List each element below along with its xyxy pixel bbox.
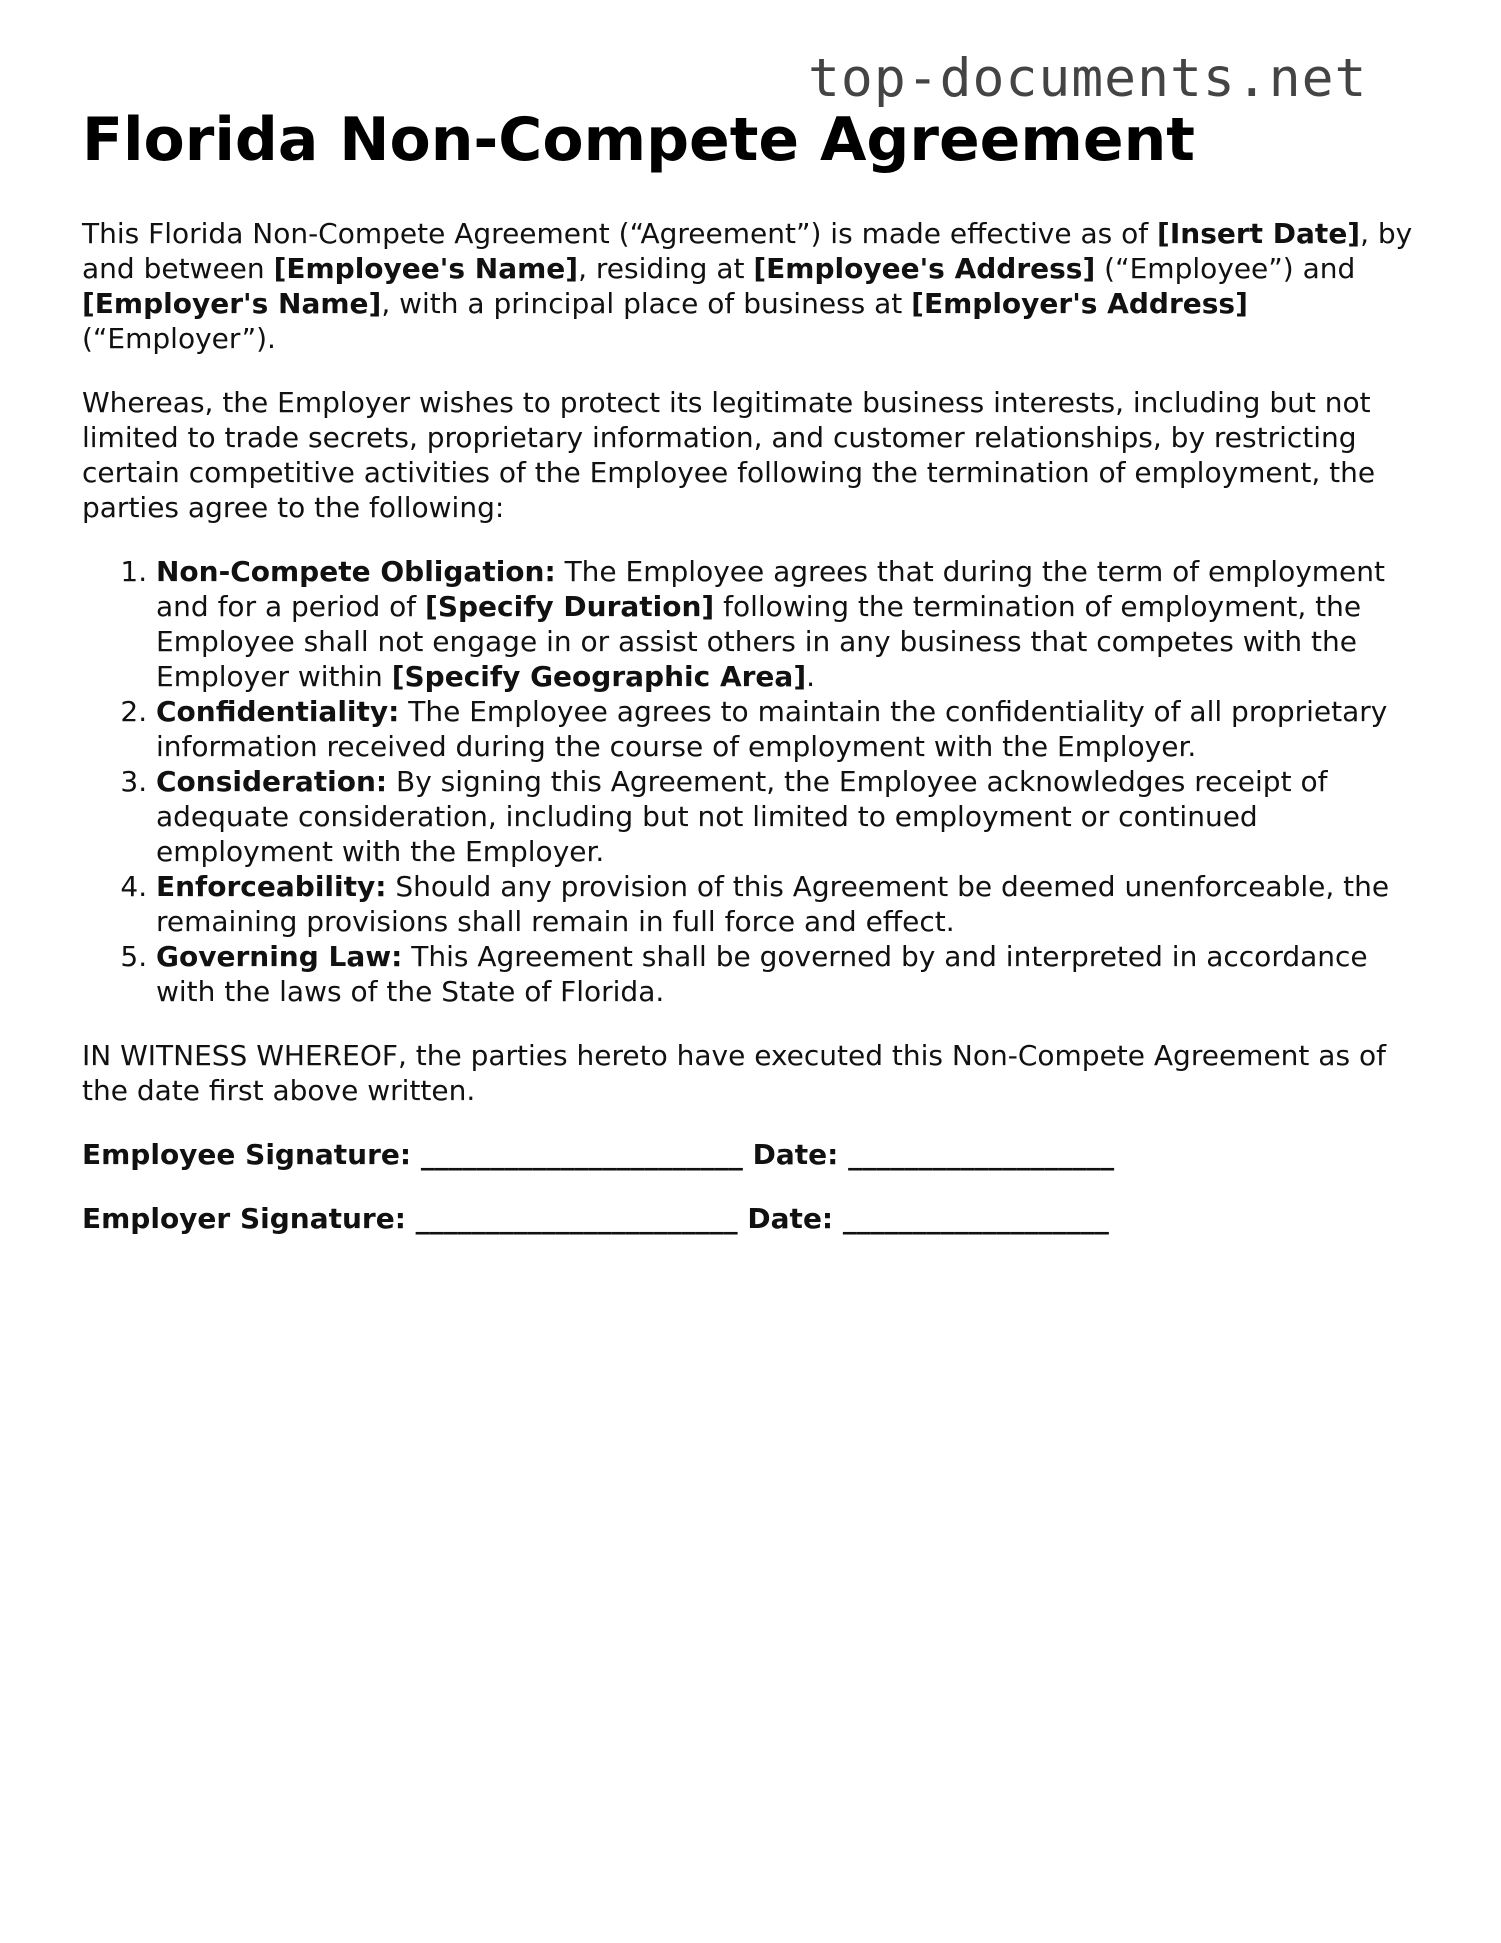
term-text: This Agreement shall be governed by and interpreted in accordance with the laws of the State of Florida. xyxy=(156,940,1368,1008)
term-text: The Employee agrees that during the term of employment and for a period of xyxy=(156,555,1386,623)
term-heading: Non-Compete Obligation: xyxy=(156,555,556,588)
employer-signature-line: Employer Signature: _______________________ Date: ___________________ xyxy=(82,1202,1109,1235)
term-text: following the termination of employment, the Employee shall not engage in or assist others in any business that competes with the Employer within xyxy=(156,590,1362,693)
term-heading: Consideration: xyxy=(156,765,388,798)
employer-address-placeholder: [Employer's Address] xyxy=(911,287,1248,320)
document-body xyxy=(82,100,1422,1236)
terms-list xyxy=(82,554,1422,1009)
term-text: By signing this Agreement, the Employee acknowledges receipt of adequate consideration, including but not limited to employment or continued employment with the Employer. xyxy=(156,765,1328,868)
document-title: Florida Non-Compete Agreement xyxy=(82,105,1195,175)
term-item-governing-law xyxy=(156,939,1422,1009)
employee-address-placeholder: [Employee's Address] xyxy=(753,252,1096,285)
watermark-text: top-documents.net xyxy=(808,48,1368,109)
term-heading: Confidentiality: xyxy=(156,695,400,728)
employer-name-placeholder: [Employer's Name] xyxy=(82,287,382,320)
intro-text-6: (“Employer”). xyxy=(82,322,276,355)
term-text: The Employee agrees to maintain the confidentiality of all proprietary information received during the course of employment with the Employer. xyxy=(156,695,1388,763)
term-item-consideration xyxy=(156,764,1422,869)
intro-paragraph xyxy=(82,216,1422,356)
term-item-confidentiality xyxy=(156,694,1422,764)
intro-text-2: , by and between xyxy=(82,217,1413,285)
duration-placeholder: [Specify Duration] xyxy=(425,590,715,623)
geographic-area-placeholder: [Specify Geographic Area] xyxy=(391,660,807,693)
intro-text-5: , with a principal place of business at xyxy=(381,287,912,320)
whereas-paragraph: Whereas, the Employer wishes to protect its legitimate business interests, including but not limited to trade secrets, proprietary information, and customer relationships, by restricting certain competitive activities of the Employee following the termination of employment, the parties agree to the following: xyxy=(82,386,1376,524)
intro-text-4: (“Employee”) and xyxy=(1095,252,1356,285)
employee-signature-line: Employee Signature: _______________________ Date: ___________________ xyxy=(82,1138,1115,1171)
term-text: . xyxy=(806,660,816,693)
intro-text-3: , residing at xyxy=(578,252,754,285)
intro-text-1: This Florida Non-Compete Agreement (“Agreement”) is made effective as of xyxy=(82,217,1158,250)
term-heading: Enforceability: xyxy=(156,870,387,903)
term-item-non-compete xyxy=(156,554,1422,694)
witness-paragraph: IN WITNESS WHEREOF, the parties hereto have executed this Non-Compete Agreement as of the date first above written. xyxy=(82,1039,1386,1107)
term-item-enforceability xyxy=(156,869,1422,939)
term-text: Should any provision of this Agreement be deemed unenforceable, the remaining provisions shall remain in full force and effect. xyxy=(156,870,1390,938)
employee-name-placeholder: [Employee's Name] xyxy=(273,252,579,285)
insert-date-placeholder: [Insert Date] xyxy=(1157,217,1361,250)
term-heading: Governing Law: xyxy=(156,940,403,973)
